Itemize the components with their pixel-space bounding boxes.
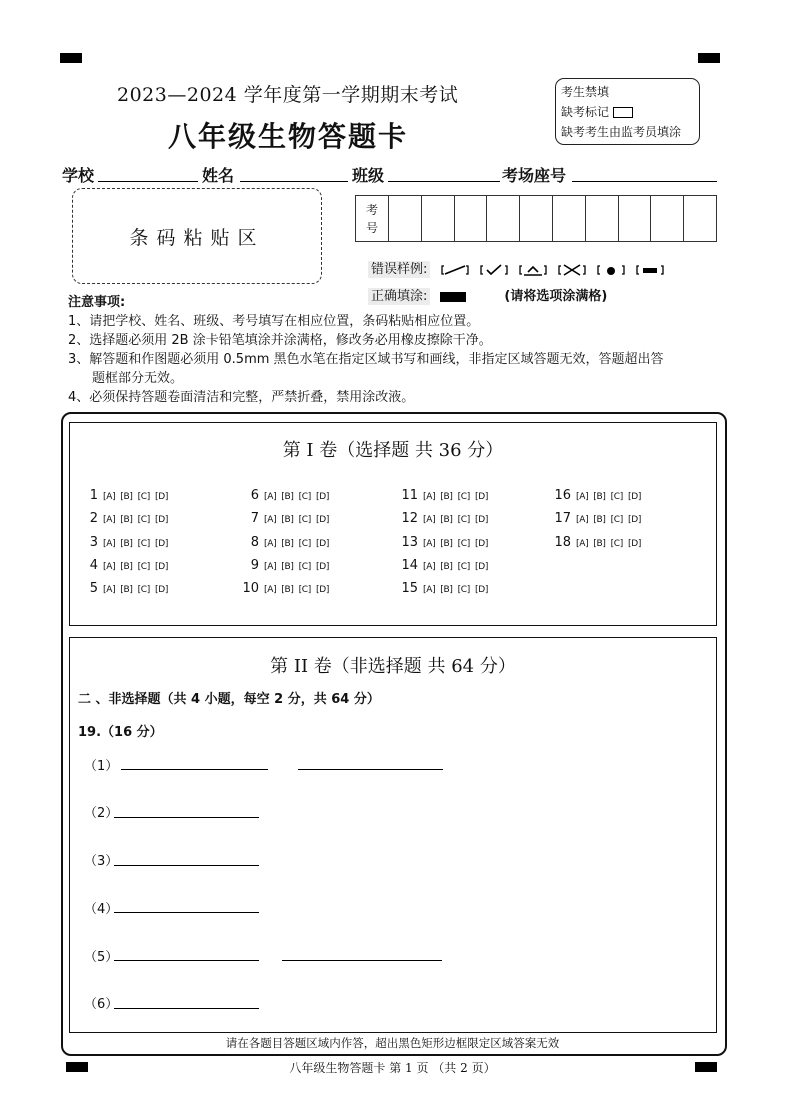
name-label: 姓名 [202, 166, 235, 185]
answer-part-5-label: （5） [84, 950, 119, 965]
choice-option-bubble[interactable]: [C] [298, 585, 311, 596]
question-number: 16 [554, 488, 571, 503]
choice-option-bubble[interactable]: [B] [120, 515, 133, 526]
attention-item-3: 3、解答题和作图题必须用 0.5mm 黑色水笔在指定区域书写和画线，非指定区域答题无效，答题超出答 [68, 352, 664, 367]
exam-year-title: 2023—2024 学年度第一学期期末考试 [117, 84, 459, 106]
exam-number-cell[interactable] [422, 196, 455, 241]
exam-number-cell[interactable] [684, 196, 716, 241]
choice-option-bubble[interactable]: [D] [475, 492, 489, 502]
section-non-choice-title: 第 II 卷（非选择题 共 64 分） [270, 656, 516, 677]
question-number: 11 [401, 488, 418, 503]
exam-number-cell[interactable] [553, 196, 586, 241]
choice-row [88, 510, 173, 533]
choice-option-bubble[interactable]: [A] [103, 585, 116, 596]
choice-column [88, 487, 173, 603]
choice-row [549, 487, 646, 510]
answer-part-1-blank-a[interactable] [121, 769, 268, 770]
choice-row [549, 534, 646, 557]
choice-option-bubble[interactable]: [A] [264, 515, 277, 526]
choice-option-bubble[interactable]: [B] [440, 492, 453, 502]
attention-item-3-continued: 题框部分无效。 [92, 371, 184, 386]
choice-option-bubble[interactable]: [A] [264, 492, 277, 502]
position-mark-top-right [698, 53, 720, 63]
answer-part-1-label: （1） [84, 759, 119, 774]
non-choice-subtitle: 二 、非选择题（共 4 小题，每空 2 分，共 64 分） [78, 692, 380, 707]
choice-row [396, 557, 493, 580]
question-number: 4 [89, 557, 98, 573]
choice-row [241, 487, 334, 510]
question-number: 6 [250, 488, 259, 503]
choice-option-bubble[interactable]: [A] [576, 538, 589, 549]
choice-option-bubble[interactable]: [B] [440, 538, 453, 549]
question-number: 2 [89, 511, 98, 527]
notice-line-forbidden: 考生禁填 [561, 85, 610, 99]
question-number: 3 [89, 534, 98, 550]
attention-item-4: 4、必须保持答题卷面清洁和完整，严禁折叠，禁用涂改液。 [68, 390, 415, 405]
choice-option-bubble[interactable]: [B] [120, 538, 133, 549]
choice-row [241, 510, 334, 533]
choice-option-bubble[interactable]: [B] [120, 585, 133, 596]
notice-line-proctor: 缺考考生由监考员填涂 [561, 125, 682, 139]
choice-row [396, 580, 493, 603]
choice-option-bubble[interactable]: [A] [264, 585, 277, 596]
choice-option-bubble[interactable]: [B] [593, 492, 606, 502]
school-field[interactable] [98, 181, 198, 182]
answer-part-2-label: （2） [84, 806, 119, 821]
choice-option-bubble[interactable]: [C] [610, 538, 623, 549]
choice-option-bubble[interactable]: [A] [423, 561, 436, 572]
answer-part-5-blank-a[interactable] [114, 960, 259, 961]
question-number: 7 [250, 511, 259, 527]
choice-option-bubble[interactable]: [A] [264, 538, 277, 549]
question-number: 15 [401, 581, 418, 597]
question-number: 5 [89, 581, 98, 597]
choice-option-bubble[interactable]: [D] [155, 561, 169, 572]
choice-option-bubble[interactable]: [C] [457, 538, 470, 549]
choice-option-bubble[interactable]: [C] [137, 585, 150, 596]
wrong-sample-underline-icon [518, 264, 548, 276]
choice-option-bubble[interactable]: [D] [316, 515, 330, 526]
choice-column [396, 487, 493, 603]
attention-notes [68, 293, 748, 407]
section-choice-title: 第 I 卷（选择题 共 36 分） [282, 440, 504, 461]
choice-option-bubble[interactable]: [A] [103, 538, 116, 549]
class-label: 班级 [352, 166, 385, 185]
wrong-sample-slash-icon [440, 264, 470, 276]
choice-option-bubble[interactable]: [A] [103, 561, 116, 572]
question-number: 18 [554, 534, 571, 550]
position-mark-top-left [60, 53, 82, 63]
student-info-line [62, 163, 717, 185]
choice-option-bubble[interactable]: [B] [281, 538, 294, 549]
choice-option-bubble[interactable]: [C] [137, 492, 150, 502]
choice-row [88, 580, 173, 603]
choice-option-bubble[interactable]: [B] [120, 561, 133, 572]
choice-option-bubble[interactable]: [C] [457, 585, 470, 596]
exam-number-cell[interactable] [520, 196, 553, 241]
choice-option-bubble[interactable]: [A] [103, 515, 116, 526]
question-number: 10 [242, 581, 259, 597]
choice-option-bubble[interactable]: [C] [298, 538, 311, 549]
choice-option-bubble[interactable]: [C] [298, 492, 311, 502]
wrong-sample-check-icon [479, 264, 509, 276]
seat-label: 考场座号 [502, 166, 567, 185]
choice-option-bubble[interactable]: [B] [281, 515, 294, 526]
answer-part-3-label: （3） [84, 854, 119, 869]
choice-row [549, 510, 646, 533]
exam-number-cell[interactable] [586, 196, 619, 241]
choice-option-bubble[interactable]: [C] [298, 561, 311, 572]
choice-option-bubble[interactable]: [C] [457, 515, 470, 526]
choice-option-bubble[interactable]: [C] [610, 515, 623, 526]
choice-option-bubble[interactable]: [A] [576, 492, 589, 502]
answer-part-6-blank[interactable] [114, 1008, 259, 1009]
choice-option-bubble[interactable]: [A] [423, 492, 436, 502]
question-19-heading: 19.（16 分） [78, 725, 163, 740]
choice-option-bubble[interactable]: [D] [155, 585, 169, 596]
choice-option-bubble[interactable]: [B] [281, 561, 294, 572]
wrong-sample-label: 错误样例: [368, 261, 430, 278]
name-field[interactable] [240, 181, 348, 182]
school-label: 学校 [62, 166, 95, 185]
question-number: 9 [250, 557, 259, 573]
choice-option-bubble[interactable]: [D] [628, 492, 642, 502]
choice-option-bubble[interactable]: [C] [457, 492, 470, 502]
choice-option-bubble[interactable]: [C] [610, 492, 623, 502]
wrong-sample-dot-icon [596, 264, 626, 276]
choice-option-bubble[interactable]: [A] [423, 585, 436, 596]
choice-option-bubble[interactable]: [C] [457, 561, 470, 572]
answer-part-4-label: （4） [84, 902, 119, 917]
choice-option-bubble[interactable]: [D] [475, 561, 489, 572]
choice-option-bubble[interactable]: [A] [576, 515, 589, 526]
exam-number-cell[interactable] [389, 196, 422, 241]
choice-option-bubble[interactable]: [A] [423, 515, 436, 526]
page-footer: 八年级生物答题卡 第 1 页 （共 2 页） [289, 1061, 496, 1075]
choice-row [88, 534, 173, 557]
choice-option-bubble[interactable]: [D] [475, 585, 489, 596]
absence-mark-row [561, 102, 694, 122]
section-choice [69, 422, 717, 626]
choice-option-bubble[interactable]: [D] [155, 515, 169, 526]
exam-number-grid [355, 195, 717, 242]
section-non-choice [69, 637, 717, 1033]
question-number: 13 [401, 534, 418, 550]
choice-option-bubble[interactable]: [B] [440, 585, 453, 596]
absence-mark-label: 缺考标记 [561, 105, 610, 119]
answer-part-3-blank[interactable] [114, 865, 259, 866]
answer-part-1-blank-b[interactable] [298, 769, 443, 770]
class-field[interactable] [388, 181, 500, 182]
choice-row [396, 534, 493, 557]
choice-option-bubble[interactable]: [D] [316, 492, 330, 502]
answer-part-5-blank-b[interactable] [282, 960, 442, 961]
choice-option-bubble[interactable]: [A] [264, 561, 277, 572]
bottom-note: 请在各题目答题区域内作答，超出黑色矩形边框限定区域答案无效 [225, 1036, 560, 1050]
correct-sample-label: 正确填涂: [368, 288, 430, 305]
choice-row [396, 487, 493, 510]
answer-sheet-title: 八年级生物答题卡 [168, 120, 409, 153]
wrong-sample-cross-icon [557, 264, 587, 276]
choice-option-bubble[interactable]: [D] [316, 585, 330, 596]
choice-option-bubble[interactable]: [B] [120, 492, 133, 502]
exam-number-cell[interactable] [487, 196, 520, 241]
choice-option-bubble[interactable]: [B] [281, 585, 294, 596]
answer-part-2-blank[interactable] [114, 817, 259, 818]
fill-hint: (请将选项涂满格) [504, 289, 608, 304]
choice-option-bubble[interactable]: [B] [281, 492, 294, 502]
choice-row [241, 557, 334, 580]
choice-option-bubble[interactable]: [C] [137, 561, 150, 572]
attention-title: 注意事项: [68, 295, 126, 310]
choice-option-bubble[interactable]: [D] [316, 561, 330, 572]
choice-option-bubble[interactable]: [D] [628, 538, 642, 549]
choice-option-bubble[interactable]: [B] [440, 561, 453, 572]
choice-option-bubble[interactable]: [D] [475, 538, 489, 549]
choice-option-bubble[interactable]: [D] [628, 515, 642, 526]
barcode-area[interactable] [72, 188, 322, 284]
absence-mark-box[interactable] [613, 107, 633, 118]
attention-item-2: 2、选择题必须用 2B 涂卡铅笔填涂并涂满格，修改务必用橡皮擦除干净。 [68, 333, 492, 348]
question-number: 12 [401, 511, 418, 527]
choice-row [241, 534, 334, 557]
answer-part-6-label: （6） [84, 997, 119, 1012]
choice-option-bubble[interactable]: [A] [423, 538, 436, 549]
choice-option-bubble[interactable]: [D] [155, 492, 169, 502]
choice-option-bubble[interactable]: [A] [103, 492, 116, 502]
choice-column [241, 487, 334, 603]
choice-option-bubble[interactable]: [C] [137, 515, 150, 526]
choice-row [241, 580, 334, 603]
choice-column [549, 487, 646, 557]
attention-item-1: 1、请把学校、姓名、班级、考号填写在相应位置，条码粘贴相应位置。 [68, 314, 480, 329]
question-number: 14 [401, 557, 418, 573]
barcode-area-label: 条码粘贴区 [129, 226, 265, 249]
choice-row [396, 510, 493, 533]
question-number: 17 [554, 511, 571, 527]
exam-number-cell[interactable] [455, 196, 488, 241]
answer-part-4-blank[interactable] [114, 912, 259, 913]
choice-row [88, 557, 173, 580]
choice-option-bubble[interactable]: [D] [155, 538, 169, 549]
exam-number-label: 考 号 [356, 196, 389, 241]
question-number: 1 [89, 488, 98, 503]
exam-number-cell[interactable] [619, 196, 652, 241]
wrong-fill-samples [368, 258, 665, 277]
wrong-sample-partial-icon [635, 264, 665, 276]
candidate-notice-box [555, 78, 700, 145]
choice-option-bubble[interactable]: [C] [298, 515, 311, 526]
choice-option-bubble[interactable]: [D] [316, 538, 330, 549]
exam-number-cell[interactable] [651, 196, 684, 241]
choice-option-bubble[interactable]: [C] [137, 538, 150, 549]
choice-option-bubble[interactable]: [B] [593, 515, 606, 526]
choice-row [88, 487, 173, 510]
choice-option-bubble[interactable]: [B] [593, 538, 606, 549]
question-number: 8 [250, 534, 259, 550]
choice-option-bubble[interactable]: [D] [475, 515, 489, 526]
seat-field[interactable] [572, 181, 717, 182]
choice-option-bubble[interactable]: [B] [440, 515, 453, 526]
